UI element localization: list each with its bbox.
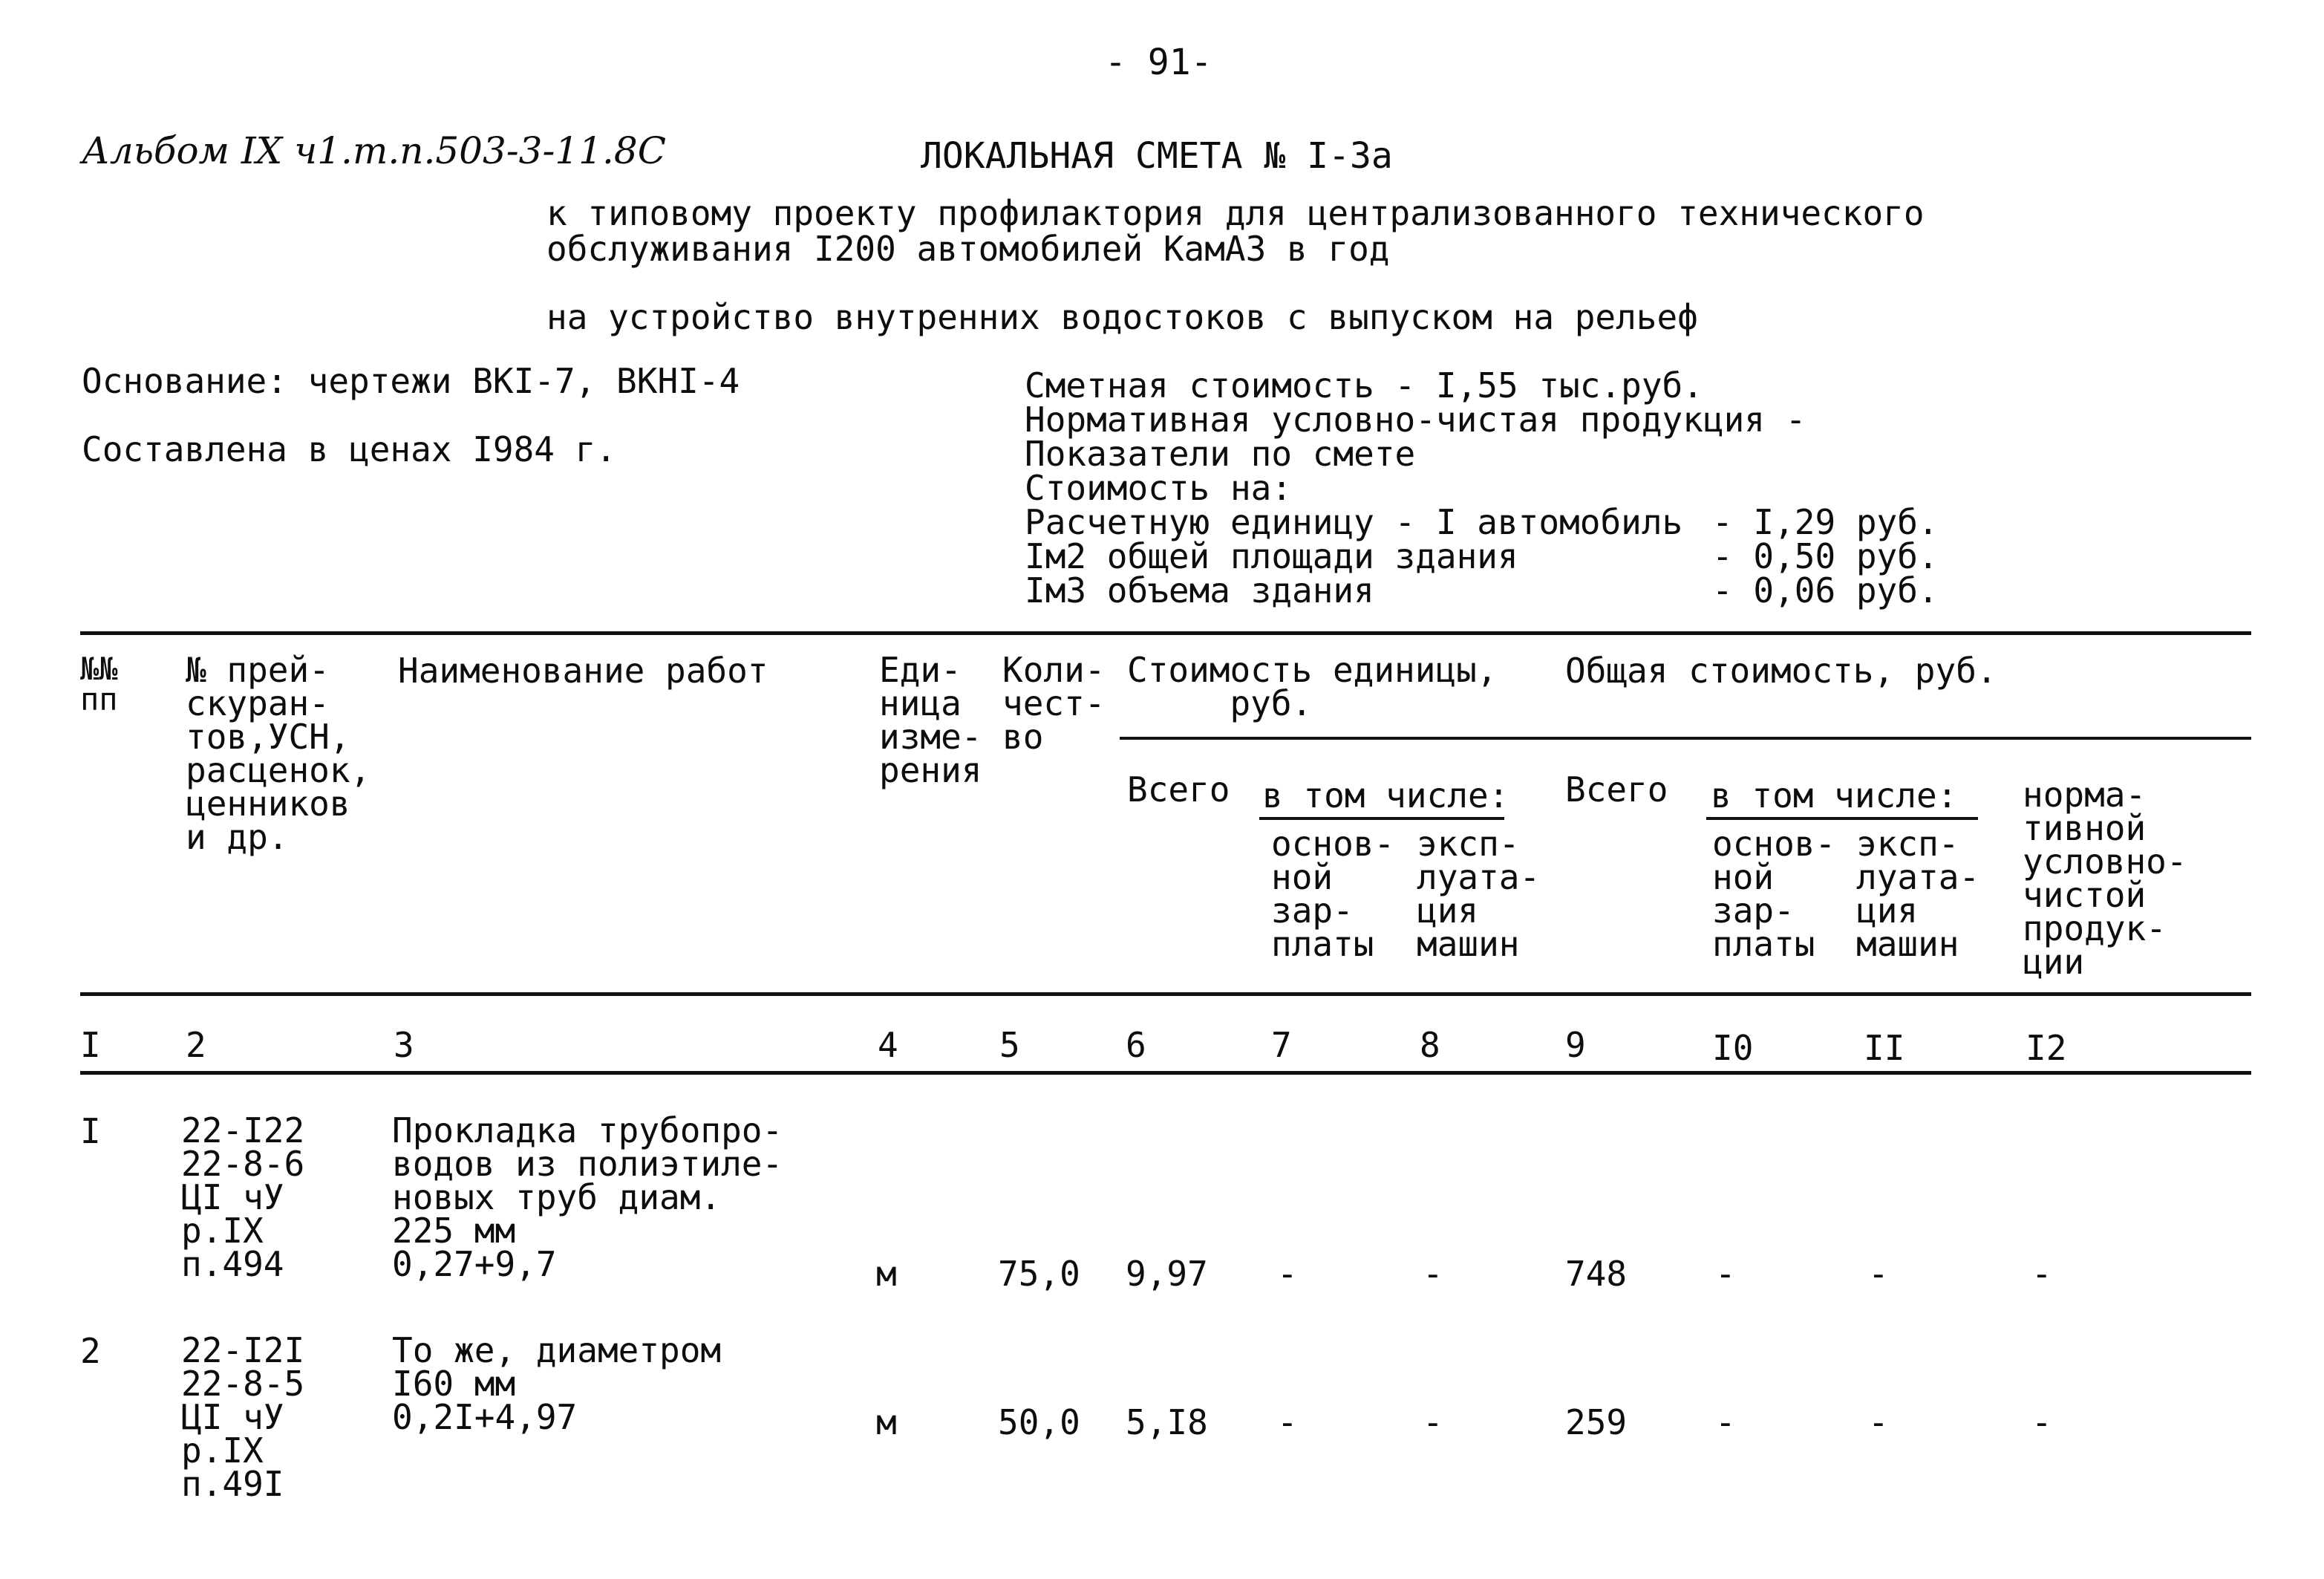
table-row-2-quantity: 50,0 — [998, 1402, 1080, 1442]
header-bottom-rule — [80, 992, 2251, 996]
header-work-name: Наименование работ — [398, 651, 768, 691]
page-number: - 91- — [1105, 42, 1212, 83]
header-quantity: Коли- чест- во — [1002, 650, 1106, 758]
header-price-code: № прей- скуран- тов,УСН, расценок, ценников и др. — [186, 650, 371, 858]
prices-line: Составлена в ценах I984 г. — [82, 429, 617, 469]
col-number-11: II — [1864, 1028, 1905, 1068]
indicators-label: Показатели по смете — [1025, 434, 1416, 474]
incl-unit-underline — [1259, 817, 1504, 820]
table-row-1-net-product: - — [2031, 1254, 2052, 1294]
table-row-2-unit-machines: - — [1423, 1402, 1443, 1442]
purpose-line: на устройство внутренних водостоков с выпуском на рельеф — [546, 297, 1698, 337]
col-number-1: I — [80, 1025, 101, 1065]
header-net-product: норма- тивной условно- чистой продук- ции — [2023, 775, 2187, 983]
table-row-1-unit-machines: - — [1423, 1254, 1443, 1294]
table-row-2-total-machines: - — [1868, 1402, 1889, 1442]
table-row-2-code: 22-I2I 22-8-5 ЦI чУ р.IX п.49I — [181, 1330, 305, 1505]
subtitle-line-1: к типовому проекту профилактория для централизованного технического — [546, 193, 1925, 233]
volume-indicator-label: Iм3 объема здания — [1025, 570, 1374, 611]
table-row-2-name: То же, диаметром I60 мм 0,2I+4,97 — [392, 1330, 722, 1438]
col-number-2: 2 — [186, 1025, 206, 1065]
col-number-12: I2 — [2026, 1028, 2067, 1068]
header-total-wage: основ- ной зар- платы — [1712, 824, 1836, 965]
subtitle-line-2: обслуживания I200 автомобилей КамАЗ в год — [546, 229, 1390, 269]
column-numbers-rule — [80, 1071, 2251, 1075]
basis-line: Основание: чертежи ВКI-7, ВКНI-4 — [82, 361, 740, 401]
header-unit: Еди- ница изме- рения — [879, 650, 982, 791]
net-product: Нормативная условно-чистая продукция - — [1025, 400, 1806, 440]
table-row-1-quantity: 75,0 — [998, 1254, 1080, 1294]
col-number-9: 9 — [1565, 1025, 1586, 1065]
volume-indicator-value: - 0,06 руб. — [1712, 570, 1939, 611]
table-row-2-unit-wage: - — [1277, 1402, 1298, 1442]
col-number-3: 3 — [394, 1025, 414, 1065]
header-unit-cost-group: Стоимость единицы, руб. — [1127, 650, 1498, 724]
cost-per-label: Стоимость на: — [1025, 468, 1293, 508]
table-row-1-unit: м — [876, 1254, 897, 1294]
table-row-1-number: I — [80, 1111, 101, 1151]
header-total-total: Всего — [1565, 769, 1668, 810]
header-unit-wage: основ- ной зар- платы — [1271, 824, 1395, 965]
header-total-machines: эксп- луата- ция машин — [1856, 824, 1980, 965]
album-handwritten-note: Альбом IX ч1.т.п.503-3-11.8С — [82, 129, 666, 172]
header-unit-incl: в том числе: — [1262, 775, 1509, 815]
area-indicator-value: - 0,50 руб. — [1712, 536, 1939, 576]
unit-indicator-label: Расчетную единицу - I автомобиль — [1025, 502, 1683, 542]
table-row-1-total: 748 — [1565, 1254, 1628, 1294]
incl-total-underline — [1706, 817, 1978, 820]
table-row-1-name: Прокладка трубопро- водов из полиэтиле- новых труб диам. 225 мм 0,27+9,7 — [392, 1110, 783, 1285]
header-unit-machines: эксп- луата- ция машин — [1417, 824, 1541, 965]
header-group-rule — [1120, 737, 2251, 740]
col-number-5: 5 — [999, 1025, 1020, 1065]
header-unit-total: Всего — [1127, 769, 1230, 810]
table-row-2-total: 259 — [1565, 1402, 1628, 1442]
table-row-1-unit-total: 9,97 — [1126, 1254, 1208, 1294]
table-row-2-net-product: - — [2031, 1402, 2052, 1442]
document-title: ЛОКАЛЬНАЯ СМЕТА № I-3а — [921, 135, 1393, 177]
col-number-10: I0 — [1712, 1028, 1754, 1068]
table-top-rule — [80, 631, 2251, 635]
table-row-1-total-machines: - — [1868, 1254, 1889, 1294]
table-row-2-unit: м — [876, 1402, 897, 1442]
col-number-7: 7 — [1271, 1025, 1292, 1065]
table-row-2-number: 2 — [80, 1331, 101, 1371]
header-row-number: №№ пп — [80, 651, 118, 718]
col-number-8: 8 — [1420, 1025, 1440, 1065]
table-row-1-unit-wage: - — [1277, 1254, 1298, 1294]
table-row-1-total-wage: - — [1715, 1254, 1736, 1294]
header-total-incl: в том числе: — [1711, 775, 1958, 815]
col-number-6: 6 — [1126, 1025, 1146, 1065]
table-row-1-code: 22-I22 22-8-6 ЦI чУ р.IX п.494 — [181, 1110, 305, 1285]
header-total-cost-group: Общая стоимость, руб. — [1565, 651, 1997, 691]
unit-indicator-value: - I,29 руб. — [1712, 502, 1939, 542]
col-number-4: 4 — [878, 1025, 898, 1065]
estimate-cost: Сметная стоимость - I,55 тыс.руб. — [1025, 365, 1703, 406]
table-row-2-total-wage: - — [1715, 1402, 1736, 1442]
table-row-2-unit-total: 5,I8 — [1126, 1402, 1208, 1442]
area-indicator-label: Iм2 общей площади здания — [1025, 536, 1518, 576]
